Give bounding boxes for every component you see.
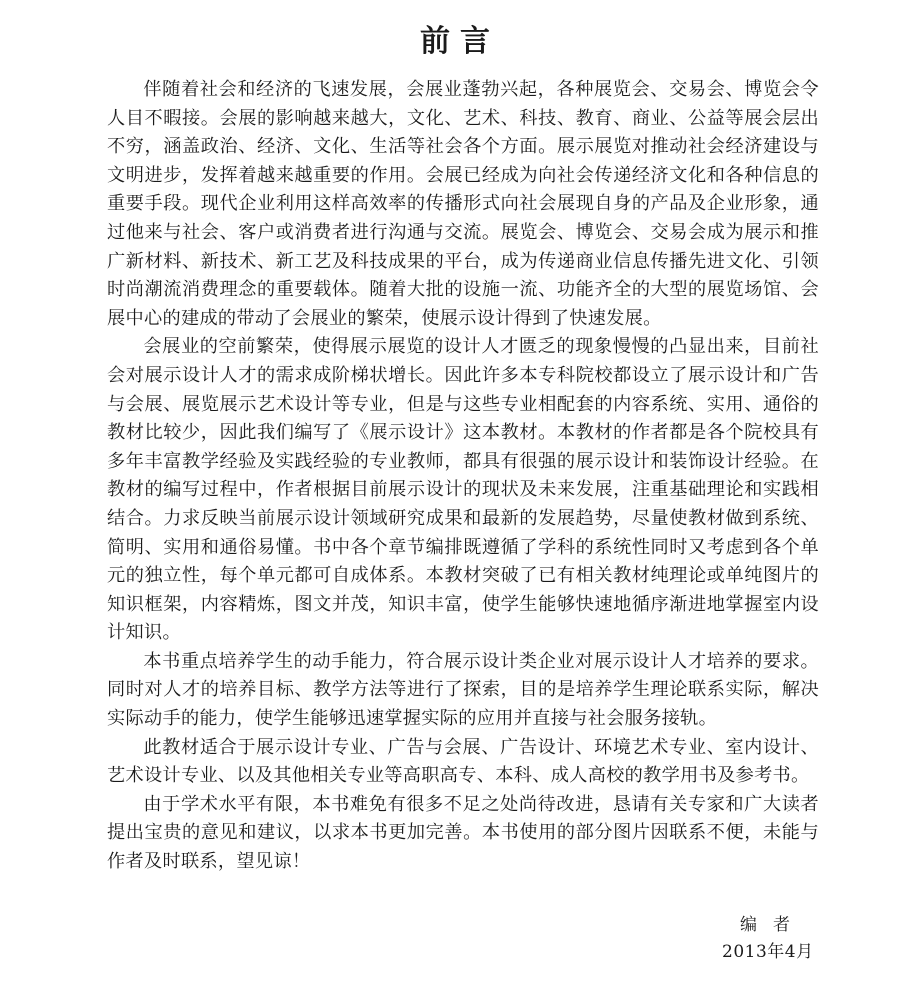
author-signature: 编者 — [740, 915, 806, 935]
preface-body — [107, 76, 819, 877]
paragraph-2: 会展业的空前繁荣，使得展示展览的设计人才匮乏的现象慢慢的凸显出来，目前社会对展示设计人才的需求成阶梯状增长。因此许多本专科院校都设立了展示设计和广告与会展、展览展示艺术设计等专业，但是与这些专业相配套的内容系统、实用、通俗的教材比较少，因此我们编写了《展示设计》这本教材。本教材的作者都是各个院校具有多年丰富教学经验及实践经验的专业教师，都具有很强的展示设计和装饰设计经验。在教材的编写过程中，作者根据目前展示设计的现状及未来发展，注重基础理论和实践相结合。力求反映当前展示设计领域研究成果和最新的发展趋势，尽量使教材做到系统、简明、实用和通俗易懂。书中各个章节编排既遵循了学科的系统性同时又考虑到各个单元的独立性，每个单元都可自成体系。本教材突破了已有相关教材纯理论或单纯图片的知识框架，内容精炼，图文并茂，知识丰富，使学生能够快速地循序渐进地掌握室内设计知识。 — [107, 336, 819, 644]
publication-date: 2013年4月 — [722, 942, 814, 962]
paragraph-5: 由于学术水平有限，本书难免有很多不足之处尚待改进，恳请有关专家和广大读者提出宝贵的意见和建议，以求本书更加完善。本书使用的部分图片因联系不便，未能与作者及时联系，望见谅！ — [107, 793, 819, 873]
page-title: 前言 — [420, 24, 500, 59]
paragraph-1: 伴随着社会和经济的飞速发展，会展业蓬勃兴起，各种展览会、交易会、博览会令人目不暇接。会展的影响越来越大，文化、艺术、科技、教育、商业、公益等展会层出不穷，涵盖政治、经济、文化、生活等社会各个方面。展示展览对推动社会经济建设与文明进步，发挥着越来越重要的作用。会展已经成为向社会传递经济文化和各种信息的重要手段。现代企业利用这样高效率的传播形式向社会展现自身的产品及企业形象，通过他来与社会、客户或消费者进行沟通与交流。展览会、博览会、交易会成为展示和推广新材料、新技术、新工艺及科技成果的平台，成为传递商业信息传播先进文化、引领时尚潮流消费理念的重要载体。随着大批的设施一流、功能齐全的大型的展览场馆、会展中心的建成的带动了会展业的繁荣，使展示设计得到了快速发展。 — [107, 79, 819, 329]
paragraph-4: 此教材适合于展示设计专业、广告与会展、广告设计、环境艺术专业、室内设计、艺术设计专业、以及其他相关专业等高职高专、本科、成人高校的教学用书及参考书。 — [107, 736, 819, 787]
paragraph-3: 本书重点培养学生的动手能力，符合展示设计类企业对展示设计人才培养的要求。同时对人才的培养目标、教学方法等进行了探索，目的是培养学生理论联系实际，解决实际动手的能力，使学生能够迅速掌握实际的应用并直接与社会服务接轨。 — [107, 650, 819, 730]
